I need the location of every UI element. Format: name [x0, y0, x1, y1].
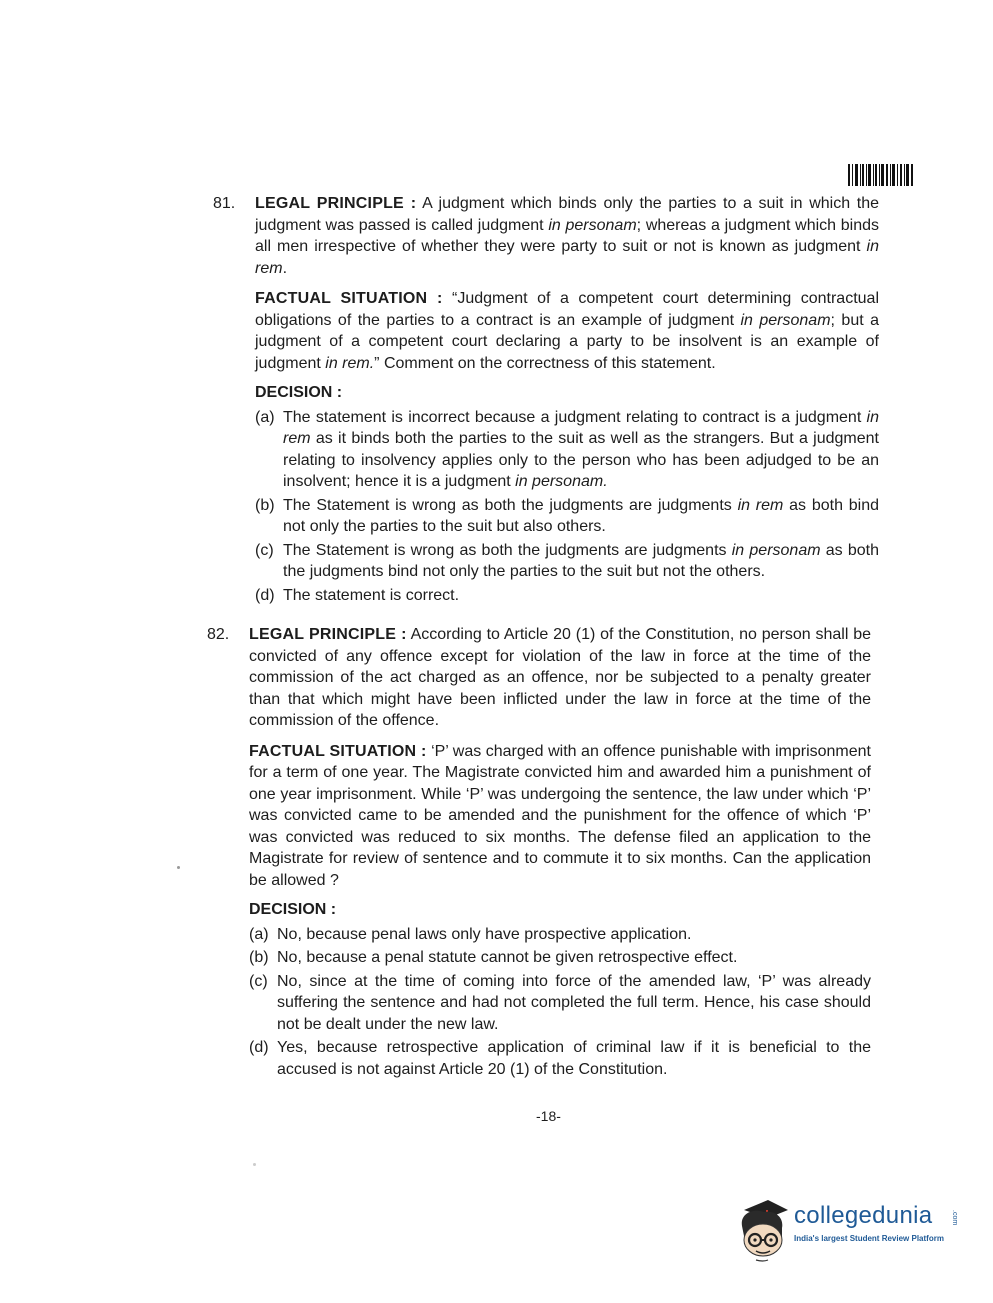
text-run: ” Comment on the correctness of this statement.	[374, 354, 716, 372]
option-text	[283, 497, 879, 536]
option-b	[249, 947, 871, 969]
option-a	[249, 924, 871, 946]
option-text	[277, 1039, 871, 1078]
decision-label: DECISION :	[255, 384, 343, 401]
text-run: ; but a judgment of a competent court declaring a party to be insolvent is an example of judgment	[255, 311, 880, 372]
italic-term: in rem	[255, 238, 879, 277]
option-letter: (b)	[249, 949, 269, 966]
text-run: as both bind not only the parties to the suit but also others.	[283, 496, 880, 535]
text-run: Yes, because retrospective application of criminal law if it is beneficial to the accused is not against Article 20 (1) of the Constitution.	[277, 1039, 871, 1078]
question-82	[207, 624, 871, 1082]
barcode-icon	[848, 164, 914, 186]
option-text	[283, 587, 459, 604]
option-letter: (a)	[249, 925, 269, 943]
text-run: According to Article 20 (1) of the Constitution, no person shall be convicted of any offence except for violation of the law in force at the time of the commission of the act charged as an offence, nor be subjected to a penalty greater than that which might have been inflicted under the law in force at the time of the commission of the offence.	[249, 626, 871, 729]
option-letter: (b)	[255, 496, 275, 514]
italic-term: in personam	[731, 541, 821, 559]
option-text	[277, 949, 737, 966]
page-number: -18-	[536, 1108, 561, 1124]
italic-term: in rem	[737, 496, 784, 514]
question-81	[213, 193, 879, 608]
text-run: ‘P’ was charged with an offence punishable with imprisonment for a term of one year. The Magistrate convicted him and awarded him a punishment of one year imprisonment. While ‘P’ was undergoing the sentence, the law under which ‘P’ was convicted came to be amended and the punishment for the offence of which ‘P’ was convicted was reduced to six months. The defense filed an application to the Magistrate for review of sentence and to commute it to six months. Can the application be allowed ?	[249, 742, 871, 889]
options-list	[255, 407, 879, 607]
factual-situation	[255, 288, 879, 374]
option-c	[249, 971, 871, 1036]
option-b	[255, 495, 879, 538]
option-text	[283, 542, 879, 581]
italic-term: in rem.	[325, 354, 375, 372]
option-text	[283, 409, 879, 491]
option-letter: (d)	[255, 586, 275, 604]
text-run: as it binds both the parties to the suit as well as the strangers. But a judgment relating to insolvency applies only to the person who has been adjudged to be an insolvent; hence it is a judgment	[283, 430, 879, 490]
question-number: 81.	[213, 195, 236, 212]
option-d	[249, 1037, 871, 1080]
option-a	[255, 407, 879, 493]
factual-situation	[249, 741, 871, 892]
text-run: A judgment which binds only the parties to a suit in which the judgment was passed is called judgment	[255, 195, 879, 234]
legal-principle	[249, 624, 871, 732]
legal-principle-label: LEGAL PRINCIPLE :	[249, 626, 407, 643]
decision-label: DECISION :	[249, 901, 337, 918]
option-d	[255, 585, 879, 607]
collegedunia-logo	[738, 1196, 964, 1268]
student-mascot-icon	[738, 1196, 790, 1268]
text-run: ; whereas a judgment which binds all men irrespective of whether they were party to suit or not is known as judgment	[255, 216, 880, 255]
italic-term: in personam	[548, 216, 637, 234]
scan-speck	[177, 866, 180, 869]
italic-term: in personam.	[515, 473, 608, 490]
text-run: The statement is incorrect because a judgment relating to contract is a judgment	[283, 408, 867, 426]
text-run: as both the judgments bind not only the parties to the suit but not the others.	[283, 541, 879, 580]
factual-situation-label: FACTUAL SITUATION :	[249, 742, 427, 760]
scan-speck	[253, 1163, 256, 1166]
text-run: “Judgment of a competent court determining contractual obligations of the parties to a contract is an example of judgment	[255, 290, 879, 329]
logo-tagline: India's largest Student Review Platform	[794, 1234, 944, 1243]
italic-term: in rem	[283, 408, 879, 447]
options-list	[249, 924, 871, 1081]
text-run: The statement is correct.	[283, 586, 460, 604]
legal-principle-label: LEGAL PRINCIPLE :	[255, 195, 417, 212]
text-run: No, because penal laws only have prospective application.	[277, 925, 692, 943]
option-letter: (d)	[249, 1039, 269, 1056]
option-letter: (c)	[249, 972, 268, 990]
option-c	[255, 540, 879, 583]
legal-principle	[255, 193, 879, 279]
text-run: The Statement is wrong as both the judgments are judgments	[283, 541, 732, 559]
factual-situation-label: FACTUAL SITUATION :	[255, 290, 443, 307]
text-run: The Statement is wrong as both the judgments are judgments	[283, 496, 738, 514]
text-run: No, since at the time of coming into force of the amended law, ‘P’ was already suffering the sentence and had not completed the full term. Hence, his case should not be dealt under the new law.	[277, 972, 871, 1033]
logo-brand: collegedunia	[794, 1202, 933, 1229]
logo-com: .com	[951, 1210, 958, 1226]
option-text	[277, 926, 691, 943]
text-run: No, because a penal statute cannot be given retrospective effect.	[277, 949, 738, 966]
option-text	[277, 973, 871, 1033]
option-letter: (a)	[255, 408, 275, 426]
option-letter: (c)	[255, 541, 274, 559]
text-run: .	[282, 259, 288, 277]
question-number: 82.	[207, 626, 230, 643]
italic-term: in personam	[740, 311, 831, 329]
